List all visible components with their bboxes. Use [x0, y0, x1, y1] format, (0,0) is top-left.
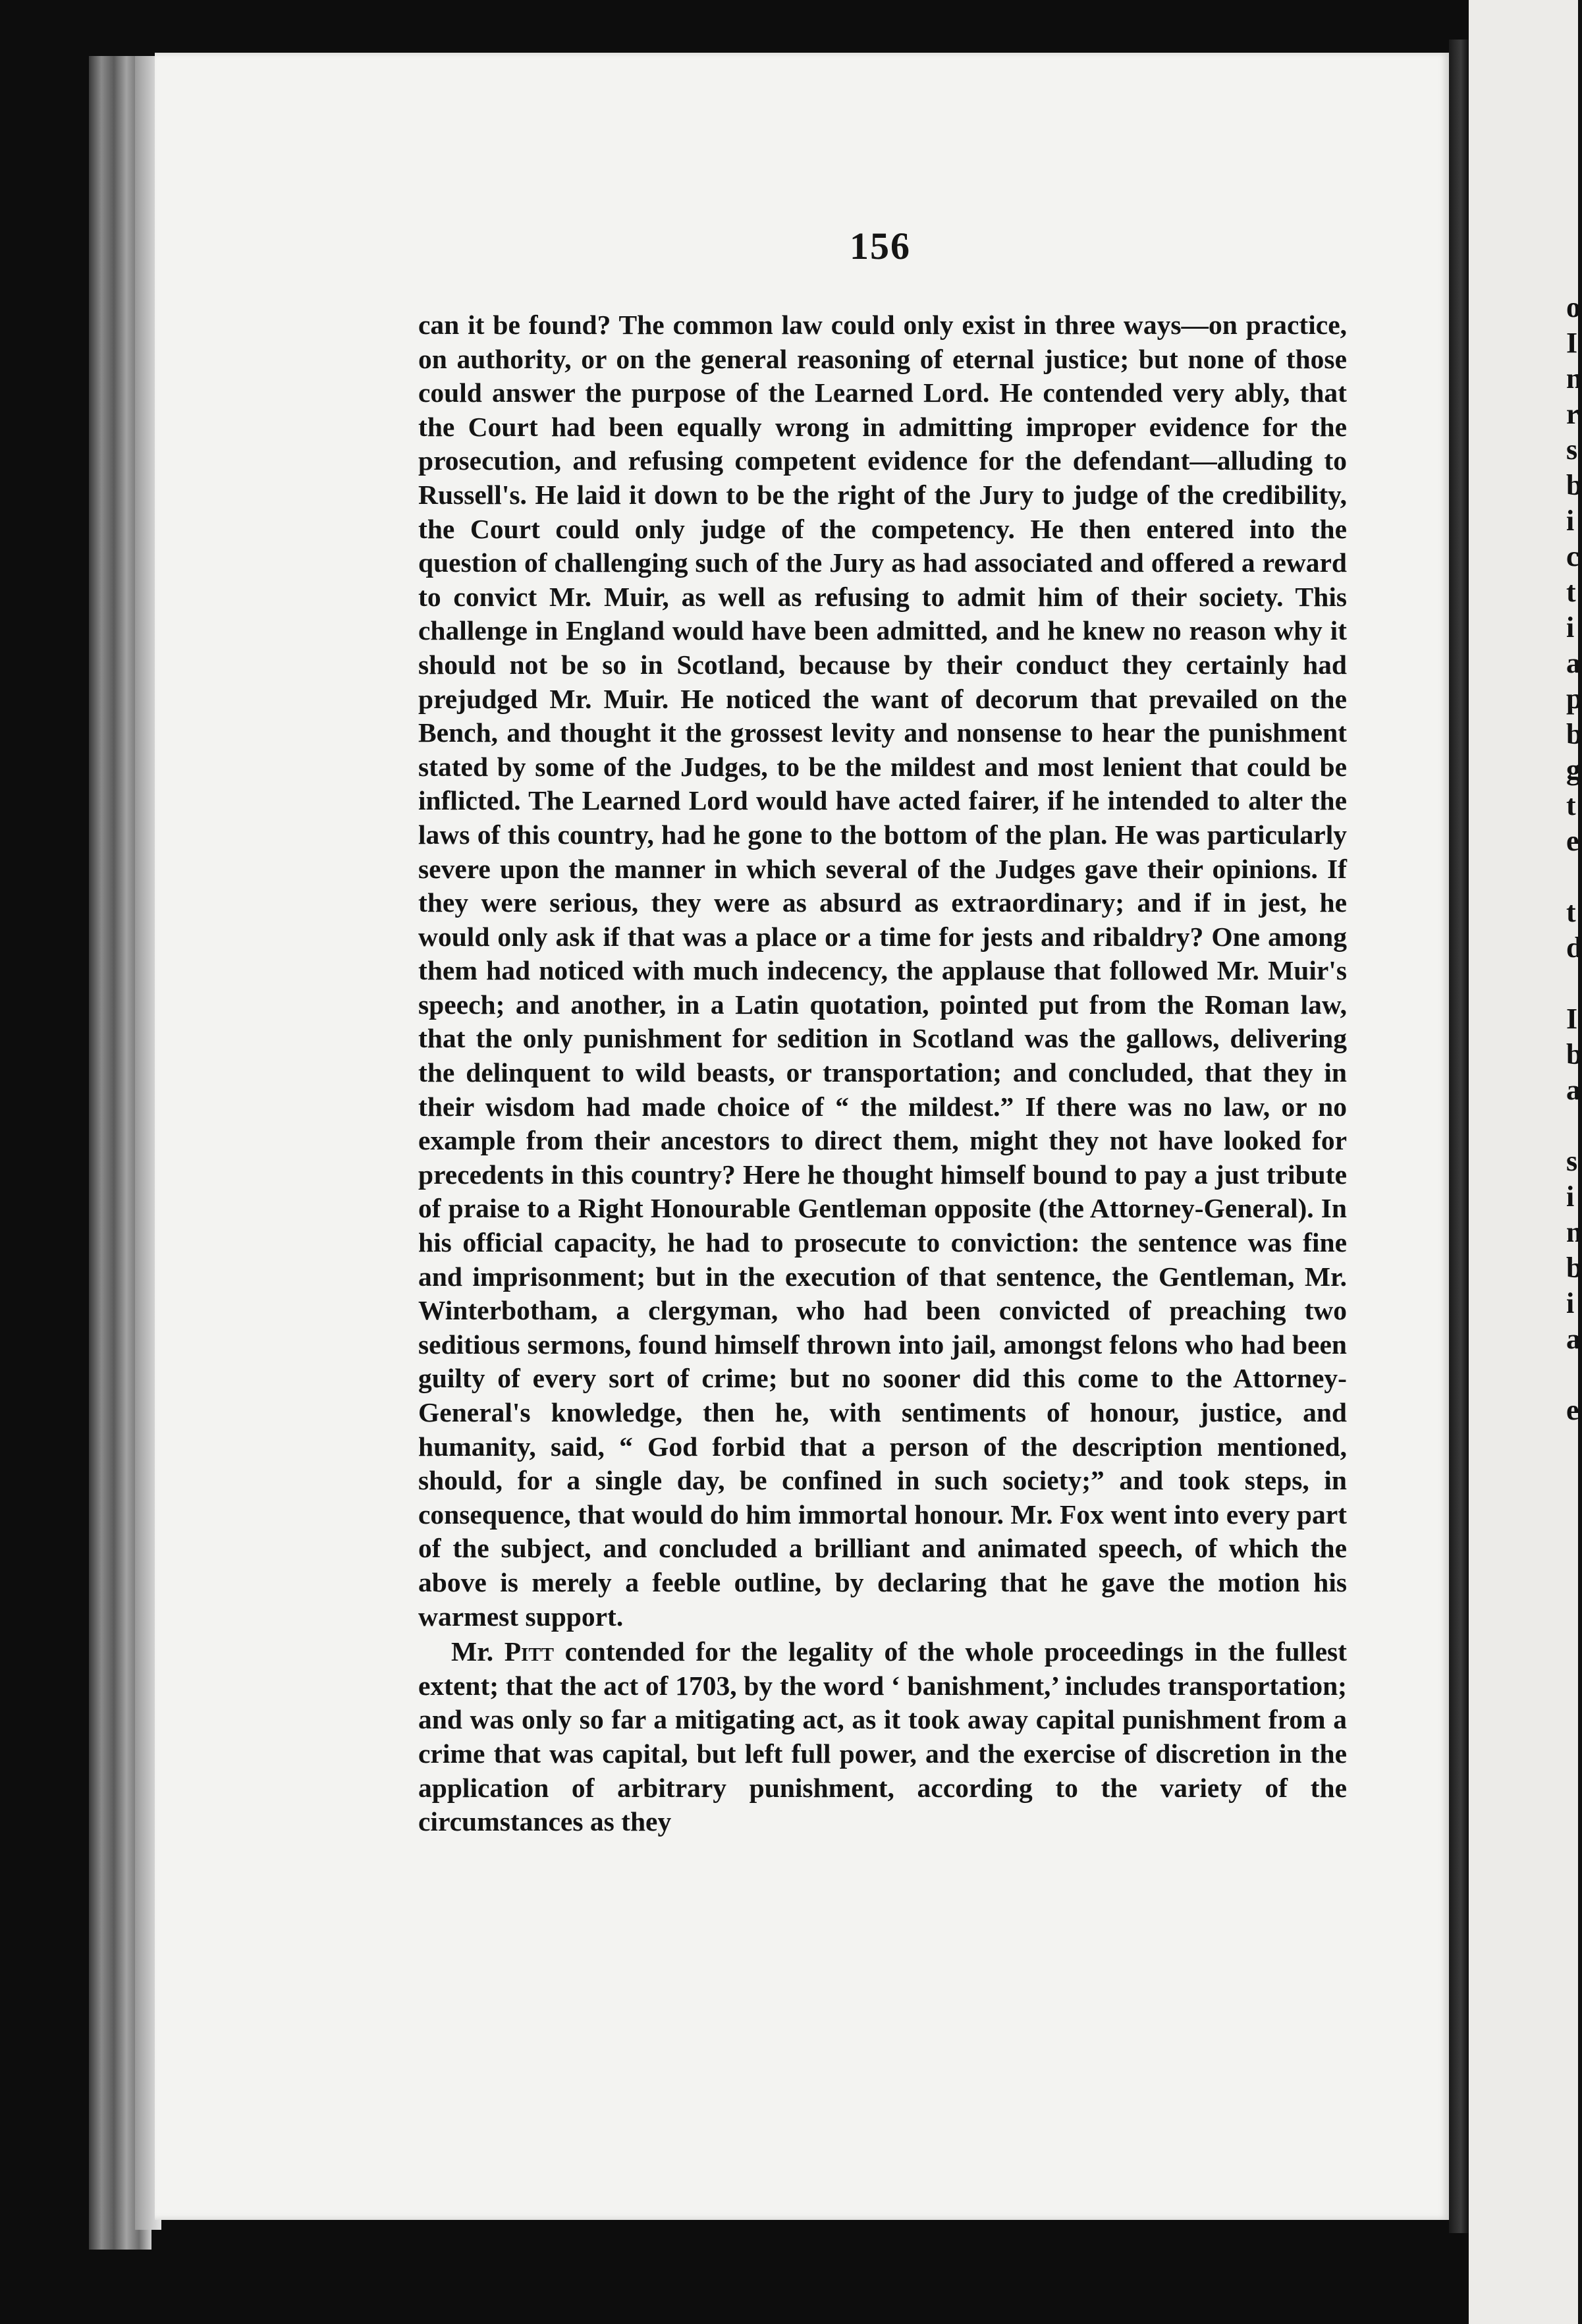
paragraph-fox-speech: can it be found? The common law could only exist in three ways—on practice, on authority, or on the general reasoning of eternal justice; but none of those could answer the purpose of the Learned Lord. He contended very ably, that the Court had been equally wrong in admitting improper evidence for the prosecution, and refusing competent evidence for the defendant—alluding to Russell's. He laid it down to be the right of the Jury to judge of the credibility, the Court could only judge of the competency. He then entered into the question of challenging such of the Jury as had associated and offered a reward to convict Mr. Muir, as well as refusing to admit him of their society. This challenge in England would have been admitted, and he knew no reason why it should not be so in Scotland, because by their conduct they certainly had prejudged Mr. Muir. He noticed the want of decorum that prevailed on the Bench, and thought it the grossest levity and nonsense to hear the punishment stated by some of the Judges, to be the mildest and most lenient that could be inflicted. The Learned Lord would have acted fairer, if he intended to alter the laws of this country, had he gone to the bottom of the plan. He was particularly severe upon the manner in which several of the Judges gave their opinions. If they were serious, they were as absurd as extraordinary; and if in jest, he would only ask if that was a place or a time for jests and ribaldry? One among them had noticed with much indecency, the applause that followed Mr. Muir's speech; and another, in a Latin quotation, pointed put from the Roman law, that the only punishment for sedition in Scotland was the gallows, delivering the delinquent to wild beasts, or transportation; and concluded, that they in their wisdom had made choice of “ the mildest.” If there was no law, or no example from their ancestors to direct them, might they not have looked for precedents in this country? Here he thought himself bound to pay a just tribute of praise to a Right Honourable Gentleman opposite (the Attorney-General). In his official capacity, he had to prosecute to conviction: the sentence was fine and imprisonment; but in the execution of that sentence, the Gentleman, Mr. Winterbotham, a clergyman, who had been convicted of preaching two seditious sermons, found himself thrown into jail, amongst felons who had been guilty of every sort of crime; but no sooner did this come to the Attorney-General's knowledge, then he, with sentiments of honour, justice, and humanity, said, “ God forbid that a person of the description mentioned, should, for a single day, be confined in such society;” and took steps, in consequence, that would do him immortal honour. Mr. Fox went into every part of the subject, and concluded a brilliant and animated speech, of which the above is merely a feeble outline, by declaring that he gave the motion his warmest support.	[418, 310, 1347, 1632]
facing-page-text-fragment: o I n r s b i c t i a p b g t e t d I b a s i n b i a e	[1566, 291, 1582, 1426]
facing-page-sliver	[1469, 0, 1582, 2324]
paragraph-pitt-reply	[418, 1635, 1347, 1839]
book-gutter-fold	[1449, 40, 1469, 2233]
page-body	[418, 308, 1347, 1839]
page-number: 156	[850, 225, 911, 267]
paragraph-body: contended for the legality of the whole proceedings in the fullest extent; that the act of 1703, by the word ‘ banishment,’ includes transportation; and was only so far a mitigating act, as it took away capital punishment from a crime that was capital, but left full power, and the exercise of discretion in the application of arbitrary punishment, according to the variety of the circumstances as they	[418, 1636, 1348, 1837]
speaker-name-pitt: Pitt	[504, 1636, 555, 1667]
paragraph-lead: Mr.	[451, 1636, 505, 1667]
